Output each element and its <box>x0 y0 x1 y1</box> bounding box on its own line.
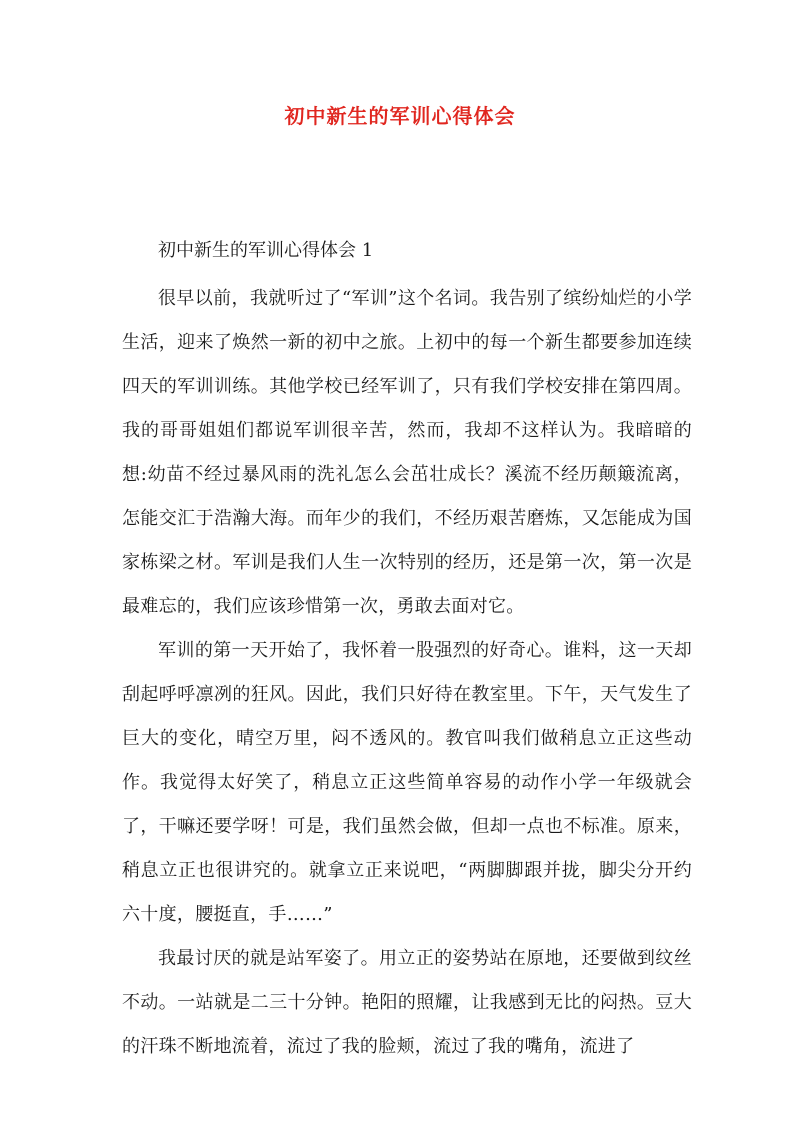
document-body <box>122 225 692 1069</box>
paragraph-1: 很早以前，我就听过了“军训”这个名词。我告别了缤纷灿烂的小学生活，迎来了焕然一新的初中之旅。上初中的每一个新生都要参加连续四天的军训训练。其他学校已经军训了，只有我们学校安排在第四周。我的哥哥姐姐们都说军训很辛苦，然而，我却不这样认为。我暗暗的想:幼苗不经过暴风雨的洗礼怎么会茁壮成长？溪流不经历颠簸流离，怎能交汇于浩瀚大海。而年少的我们，不经历艰苦磨炼，又怎能成为国家栋梁之材。军训是我们人生一次特别的经历，还是第一次，第一次是最难忘的，我们应该珍惜第一次，勇敢去面对它。 <box>122 288 692 617</box>
document-title: 初中新生的军训心得体会 <box>284 104 516 128</box>
paragraph-2: 军训的第一天开始了，我怀着一股强烈的好奇心。谁料，这一天却刮起呼呼凛冽的狂风。因此，我们只好待在教室里。下午，天气发生了巨大的变化，晴空万里，闷不透风的。教官叫我们做稍息立正这些动作。我觉得太好笑了，稍息立正这些简单容易的动作小学一年级就会了，干嘛还要学呀！可是，我们虽然会做，但却一点也不标准。原来，稍息立正也很讲究的。就拿立正来说吧，“两脚脚跟并拢，脚尖分开约六十度，腰挺直，手……” <box>122 640 692 925</box>
section-heading: 初中新生的军训心得体会 1 <box>158 240 374 261</box>
paragraph-3: 我最讨厌的就是站军姿了。用立正的姿势站在原地，还要做到纹丝不动。一站就是二三十分钟。艳阳的照耀，让我感到无比的闷热。豆大的汗珠不断地流着，流过了我的脸颊，流过了我的嘴角，流进了 <box>122 948 692 1057</box>
